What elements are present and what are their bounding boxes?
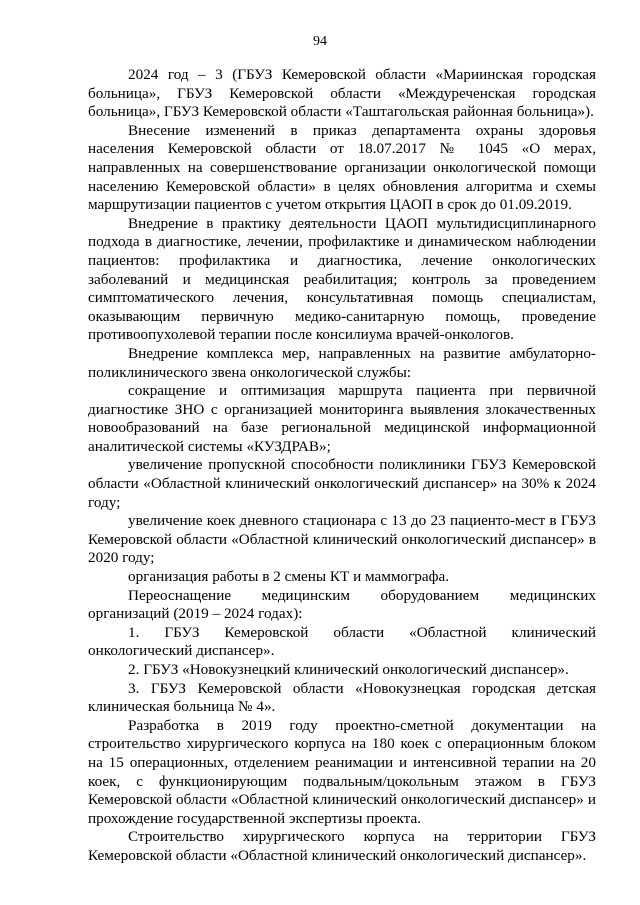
list-item: 1. ГБУЗ Кемеровской области «Областной клинический онкологический диспансер».: [88, 623, 596, 660]
list-item: 2. ГБУЗ «Новокузнецкий клинический онкологический диспансер».: [128, 661, 569, 678]
list-item: 3. ГБУЗ Кемеровской области «Новокузнецкая городская детская клиническая больница № 4».: [88, 679, 596, 716]
document-body: [88, 66, 596, 866]
paragraph: Внедрение комплекса мер, направленных на развитие амбулаторно-поликлинического звена онкологической службы:: [88, 344, 596, 381]
paragraph: Переоснащение медицинским оборудованием медицинских организаций (2019 – 2024 годах):: [88, 586, 596, 623]
paragraph: организация работы в 2 смены КТ и маммографа.: [128, 568, 449, 586]
page-number: 94: [313, 34, 327, 49]
paragraph: Внесение изменений в приказ департамента охраны здоровья населения Кемеровской области от 18.07.2017 № 1045 «О мерах, направленных на совершенствование организации онкологической помощи населению Кемеровской области» в целях обновления алгоритма и схемы маршрутизации пациентов с учетом открытия ЦАОП в срок до 01.09.2019.: [88, 121, 596, 214]
paragraph: 2024 год – 3 (ГБУЗ Кемеровской области «Мариинская городская больница», ГБУЗ Кемеровской области «Междуреченская городская больница», ГБУЗ Кемеровской области «Таштагольская районная больница»).: [88, 66, 596, 121]
paragraph: увеличение коек дневного стационара с 13 до 23 пациенто-мест в ГБУЗ Кемеровской области «Областной клинический онкологический диспансер» в 2020 году;: [88, 512, 596, 567]
paragraph: сокращение и оптимизация маршрута пациента при первичной диагностике ЗНО с организацией мониторинга выявления злокачественных новообразований на базе региональной медицинской информационной аналитической системы «КУЗДРАВ»;: [88, 382, 596, 455]
paragraph: увеличение пропускной способности поликлиники ГБУЗ Кемеровской области «Областной клинический онкологический диспансер» на 30% к 2024 году;: [88, 456, 596, 511]
paragraph: Разработка в 2019 году проектно-сметной документации на строительство хирургического корпуса на 180 коек с операционным блоком на 15 операционных, отделением реанимации и интенсивной терапии на 20 коек, с функционирующим подвальным/цокольным этажом в ГБУЗ Кемеровской области «Областной клинический онкологический диспансер» и прохождение государственной экспертизы проекта.: [88, 716, 596, 827]
paragraph: Внедрение в практику деятельности ЦАОП мультидисциплинарного подхода в диагностике, лечении, профилактике и динамическом наблюдении пациентов: профилактика и диагностика, лечение онкологических заболеваний и медицинская реабилитация; контроль за проведением симптоматического лечения, консультативная помощь специалистам, оказывающим первичную медико-санитарную помощь, проведение противоопухолевой терапии после консилиума врачей-онкологов.: [88, 214, 596, 344]
paragraph: Строительство хирургического корпуса на территории ГБУЗ Кемеровской области «Областной клинический онкологический диспансер».: [88, 828, 596, 864]
